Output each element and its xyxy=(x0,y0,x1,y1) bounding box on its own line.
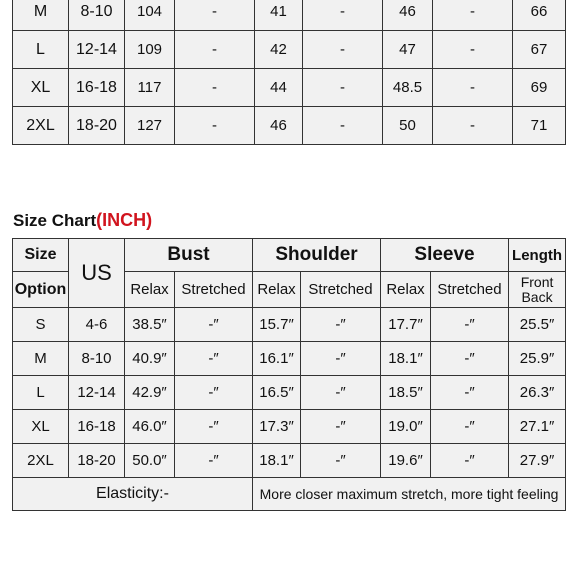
table-row xyxy=(13,31,566,69)
size-chart-inch-table xyxy=(12,238,566,511)
measure-cell: -″ xyxy=(431,444,509,478)
header-us: US xyxy=(69,239,125,308)
us-size-cell: 12-14 xyxy=(69,376,125,410)
size-cell: M xyxy=(13,342,69,376)
size-cell: M xyxy=(13,0,69,31)
measure-cell: -″ xyxy=(175,376,253,410)
measure-cell: - xyxy=(303,69,383,107)
measure-cell: - xyxy=(303,0,383,31)
table-row xyxy=(13,376,566,410)
measure-cell: 19.0″ xyxy=(381,410,431,444)
measure-cell: - xyxy=(175,107,255,145)
measure-cell: -″ xyxy=(175,342,253,376)
header-sleeve-relax: Relax xyxy=(381,272,431,308)
us-size-cell: 8-10 xyxy=(69,342,125,376)
measure-cell: 66 xyxy=(513,0,566,31)
measure-cell: 47 xyxy=(383,31,433,69)
measure-cell: 109 xyxy=(125,31,175,69)
measure-cell: 50.0″ xyxy=(125,444,175,478)
size-cell: L xyxy=(13,376,69,410)
measure-cell: - xyxy=(433,31,513,69)
title-unit: (INCH) xyxy=(96,210,153,230)
measure-cell: -″ xyxy=(431,308,509,342)
measure-cell: 48.5 xyxy=(383,69,433,107)
measure-cell: - xyxy=(175,31,255,69)
header-sleeve-stretched: Stretched xyxy=(431,272,509,308)
us-size-cell: 8-10 xyxy=(69,0,125,31)
size-cell: L xyxy=(13,31,69,69)
table-row xyxy=(13,410,566,444)
measure-cell: 104 xyxy=(125,0,175,31)
measure-cell: - xyxy=(433,0,513,31)
measure-cell: 16.1″ xyxy=(253,342,301,376)
measure-cell: 42.9″ xyxy=(125,376,175,410)
measure-cell: 26.3″ xyxy=(509,376,566,410)
size-cell: S xyxy=(13,308,69,342)
size-cell: XL xyxy=(13,69,69,107)
measure-cell: 38.5″ xyxy=(125,308,175,342)
table-row xyxy=(13,308,566,342)
measure-cell: - xyxy=(433,107,513,145)
measure-cell: 18.5″ xyxy=(381,376,431,410)
measure-cell: 46.0″ xyxy=(125,410,175,444)
measure-cell: 17.3″ xyxy=(253,410,301,444)
table-row xyxy=(13,444,566,478)
size-chart-cm-table xyxy=(12,0,566,145)
measure-cell: 25.9″ xyxy=(509,342,566,376)
table-row xyxy=(13,342,566,376)
measure-cell: 42 xyxy=(255,31,303,69)
table-row xyxy=(13,107,566,145)
header-option: Option xyxy=(13,272,69,308)
table-row xyxy=(13,69,566,107)
us-size-cell: 16-18 xyxy=(69,410,125,444)
measure-cell: 18.1″ xyxy=(381,342,431,376)
elasticity-note: More closer maximum stretch, more tight feeling xyxy=(253,478,566,511)
measure-cell: - xyxy=(175,0,255,31)
measure-cell: -″ xyxy=(301,444,381,478)
measure-cell: 27.9″ xyxy=(509,444,566,478)
measure-cell: 46 xyxy=(383,0,433,31)
size-cell: 2XL xyxy=(13,444,69,478)
us-size-cell: 18-20 xyxy=(69,107,125,145)
measure-cell: -″ xyxy=(431,342,509,376)
us-size-cell: 18-20 xyxy=(69,444,125,478)
header-shoulder: Shoulder xyxy=(253,239,381,272)
title-text: Size Chart xyxy=(13,211,97,230)
measure-cell: 15.7″ xyxy=(253,308,301,342)
table-footer-row xyxy=(13,478,566,511)
measure-cell: -″ xyxy=(301,376,381,410)
measure-cell: 17.7″ xyxy=(381,308,431,342)
header-bust: Bust xyxy=(125,239,253,272)
measure-cell: 19.6″ xyxy=(381,444,431,478)
measure-cell: -″ xyxy=(301,308,381,342)
header-size: Size xyxy=(13,239,69,272)
measure-cell: 40.9″ xyxy=(125,342,175,376)
header-shoulder-stretched: Stretched xyxy=(301,272,381,308)
measure-cell: 46 xyxy=(255,107,303,145)
measure-cell: - xyxy=(433,69,513,107)
measure-cell: -″ xyxy=(301,342,381,376)
measure-cell: -″ xyxy=(175,308,253,342)
size-cell: XL xyxy=(13,410,69,444)
measure-cell: -″ xyxy=(175,444,253,478)
measure-cell: 27.1″ xyxy=(509,410,566,444)
header-bust-relax: Relax xyxy=(125,272,175,308)
measure-cell: 41 xyxy=(255,0,303,31)
size-cell: 2XL xyxy=(13,107,69,145)
elasticity-label: Elasticity:- xyxy=(13,478,253,511)
measure-cell: 117 xyxy=(125,69,175,107)
size-chart-title xyxy=(13,210,152,231)
measure-cell: 25.5″ xyxy=(509,308,566,342)
measure-cell: 18.1″ xyxy=(253,444,301,478)
measure-cell: - xyxy=(303,31,383,69)
measure-cell: - xyxy=(175,69,255,107)
header-bust-stretched: Stretched xyxy=(175,272,253,308)
us-size-cell: 16-18 xyxy=(69,69,125,107)
measure-cell: -″ xyxy=(431,376,509,410)
measure-cell: -″ xyxy=(301,410,381,444)
measure-cell: 69 xyxy=(513,69,566,107)
us-size-cell: 4-6 xyxy=(69,308,125,342)
header-shoulder-relax: Relax xyxy=(253,272,301,308)
header-sleeve: Sleeve xyxy=(381,239,509,272)
measure-cell: -″ xyxy=(175,410,253,444)
measure-cell: - xyxy=(303,107,383,145)
measure-cell: 44 xyxy=(255,69,303,107)
table-row xyxy=(13,0,566,31)
us-size-cell: 12-14 xyxy=(69,31,125,69)
header-length: Length xyxy=(509,239,566,272)
measure-cell: 71 xyxy=(513,107,566,145)
measure-cell: -″ xyxy=(431,410,509,444)
measure-cell: 16.5″ xyxy=(253,376,301,410)
measure-cell: 67 xyxy=(513,31,566,69)
measure-cell: 50 xyxy=(383,107,433,145)
header-front-back: Front Back xyxy=(509,272,566,308)
measure-cell: 127 xyxy=(125,107,175,145)
